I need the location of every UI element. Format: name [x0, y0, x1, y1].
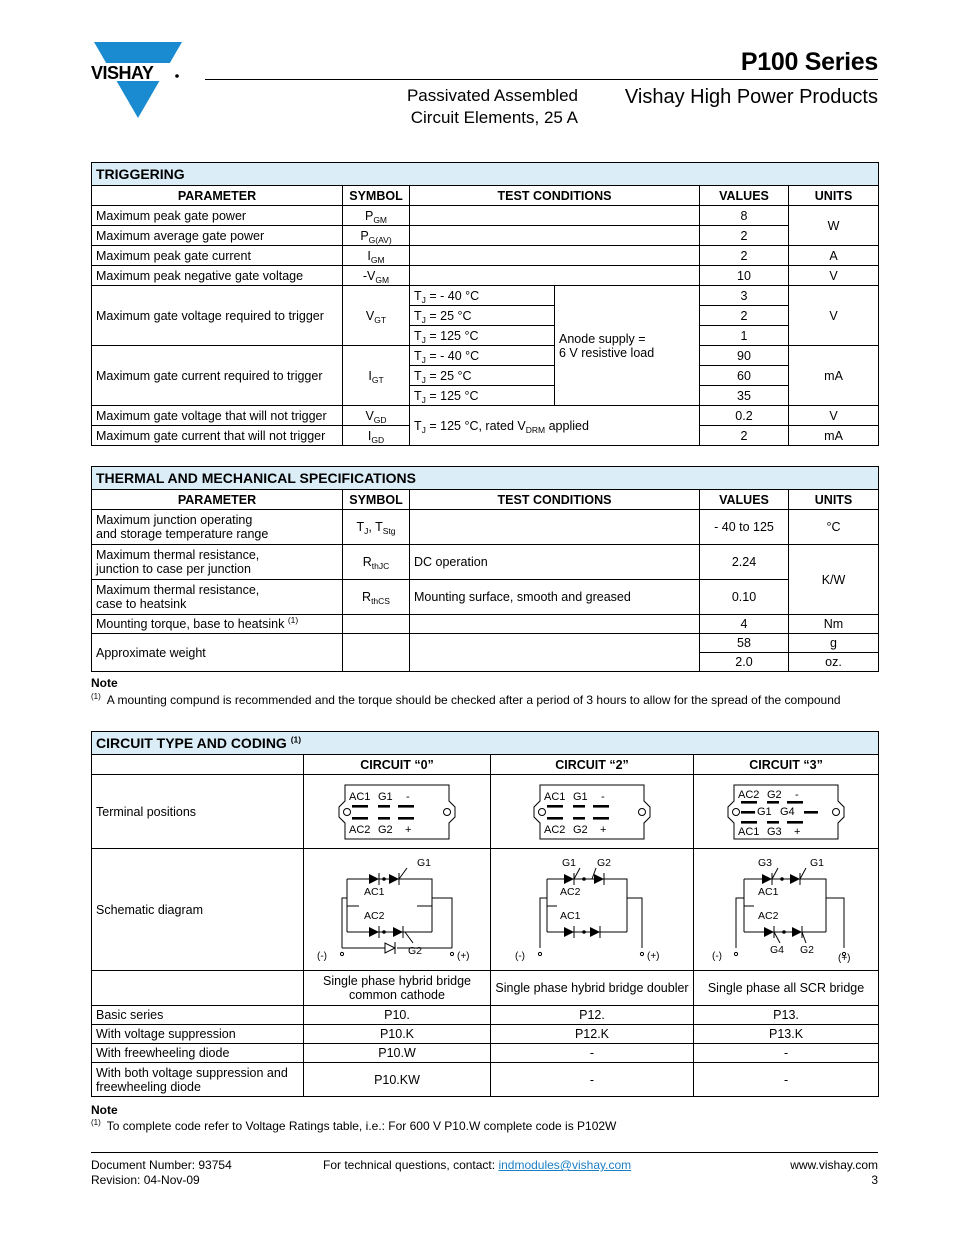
schematic-label: (-) [712, 950, 723, 962]
table-row: Maximum peak gate power $P_{GM}$ 8 W [92, 206, 879, 226]
schematic-label: AC2 [560, 885, 581, 898]
terminal-label: AC2 [349, 823, 371, 836]
terminal-label: + [600, 823, 607, 836]
schematic-label: AC1 [758, 885, 779, 898]
thermal-title: THERMAL AND MECHANICAL SPECIFICATIONS [92, 467, 879, 490]
terminal-label: AC1 [544, 790, 566, 803]
circuit-table [91, 731, 879, 1097]
terminal-label: G3 [767, 825, 782, 838]
schematic-label: (+) [838, 952, 851, 964]
terminal-label: G2 [378, 823, 393, 836]
table-row: $T_J = 25$ °C 60 [92, 366, 879, 386]
schematic-label: (+) [457, 950, 470, 962]
table-row: $T_J = 125$ °C 1 [92, 326, 879, 346]
product-subtitle: Passivated Assembled Circuit Elements, 25 A [406, 86, 578, 127]
table-row: $T_J = 25$ °C 2 [92, 306, 879, 326]
footer-site [790, 1158, 878, 1188]
terminal-diagram-3 [724, 783, 848, 841]
division-name: Vishay High Power Products [624, 86, 878, 108]
vishay-logo [88, 42, 184, 120]
table-row: With freewheeling diode P10.W - - [92, 1044, 879, 1063]
contact-email-link[interactable]: indmodules@vishay.com [498, 1158, 632, 1172]
table-row: Basic series P10. P12. P13. [92, 1006, 879, 1025]
terminal-label: G2 [767, 788, 782, 801]
table-row: Maximum average gate power $P_{G(AV)}$ 2 [92, 226, 879, 246]
anode-supply-condition: Anode supply = 6 V resistive load [555, 286, 700, 406]
schematic-label: G1 [417, 856, 432, 869]
terminal-diagram-0 [335, 783, 459, 841]
triggering-title: TRIGGERING [92, 163, 879, 186]
page-number: 3 [871, 1173, 878, 1187]
terminal-label: G1 [378, 790, 393, 803]
terminal-label: - [601, 790, 605, 803]
terminal-label: AC1 [349, 790, 371, 803]
circuit-note: $^{(1)}$ To complete code refer to Voltage Ratings table, i.e.: For 600 V P10.W complete code is P102W [91, 1118, 617, 1133]
table-row: With both voltage suppression and freewheeling diode P10.KW - - [92, 1063, 879, 1097]
table-row: 2.0 oz. [92, 653, 879, 672]
schematic-label: G2 [408, 944, 423, 957]
schematic-label: G4 [770, 943, 785, 956]
thermal-note-title: Note [91, 676, 118, 690]
table-row: Maximum junction operating and storage temperature range $T_J$, $T_{Stg}$ - 40 to 125 °C [92, 510, 879, 545]
header-rule [205, 79, 878, 80]
terminal-label: AC2 [544, 823, 566, 836]
terminal-label: + [405, 823, 412, 836]
table-row: Maximum gate current that will not trigger $I_{GD}$ 2 mA [92, 426, 879, 446]
terminal-label: AC1 [738, 825, 760, 838]
schematic-row: Schematic diagram G1 AC1 AC2 G2 (-) (+) G1 G2 AC2 AC1 (-) (+) G3 G1 AC1 AC2 G4 G2 (-) (+) [92, 849, 879, 971]
footer-rule [91, 1152, 878, 1153]
thermal-header-row: PARAMETER SYMBOL TEST CONDITIONS VALUES UNITS [92, 490, 879, 510]
schematic-label: G1 [562, 856, 577, 869]
terminal-positions-row: Terminal positions AC1 G1 - AC2 G2 + AC1 G1 - AC2 G2 + AC2 G2 - G1 G4 AC1 G3 + [92, 775, 879, 849]
triggering-header-row: PARAMETER SYMBOL TEST CONDITIONS VALUES UNITS [92, 186, 879, 206]
series-title: P100 Series [740, 48, 878, 76]
terminal-label: G4 [780, 805, 795, 818]
thermal-table [91, 466, 879, 672]
table-row: Maximum peak negative gate voltage $-V_{GM}$ 10 V [92, 266, 879, 286]
schematic-label: G1 [810, 856, 825, 869]
circuit-note-title: Note [91, 1103, 118, 1117]
schematic-label: AC1 [560, 909, 581, 922]
description-row: Single phase hybrid bridge common cathode Single phase hybrid bridge doubler Single phase all SCR bridge [92, 971, 879, 1006]
schematic-label: AC1 [364, 885, 385, 898]
terminal-label: G2 [573, 823, 588, 836]
circuit-title: CIRCUIT TYPE AND CODING $^{(1)}$ [92, 732, 879, 755]
schematic-diagram-2 [512, 856, 672, 964]
table-row: Maximum gate current required to trigger $I_{GT}$ $T_J$ = - 40 °C 90 mA [92, 346, 879, 366]
thermal-note: $^{(1)}$ A mounting compund is recommended and the torque should be checked after a period of 3 hours to allow for the spread of the compound [91, 692, 841, 707]
triggering-table [91, 162, 879, 446]
table-row: Mounting torque, base to heatsink $^{(1)}$ 4 Nm [92, 615, 879, 634]
table-row: Maximum peak gate current $I_{GM}$ 2 A [92, 246, 879, 266]
terminal-label: + [794, 825, 801, 838]
terminal-label: - [406, 790, 410, 803]
schematic-label: G2 [800, 943, 815, 956]
table-row: Maximum thermal resistance, case to heatsink $R_{thCS}$ Mounting surface, smooth and greased 0.10 [92, 580, 879, 615]
schematic-diagram-0 [317, 856, 477, 964]
svg-text:VISHAY: VISHAY [91, 63, 154, 83]
schematic-label: (-) [317, 950, 327, 962]
schematic-label: G2 [597, 856, 612, 869]
website-link[interactable]: www.vishay.com [790, 1158, 878, 1172]
terminal-label: AC2 [738, 788, 760, 801]
schematic-label: G3 [758, 856, 773, 869]
table-row: Maximum gate voltage required to trigger $V_{GT}$ $T_J$ = - 40 °C Anode supply = 6 V resistive load 3 V [92, 286, 879, 306]
table-row: With voltage suppression P10.K P12.K P13.K [92, 1025, 879, 1044]
footer-contact: For technical questions, contact: indmodules@vishay.com [323, 1158, 632, 1172]
schematic-label: AC2 [758, 909, 779, 922]
terminal-label: G1 [573, 790, 588, 803]
table-row: $T_J = 125$ °C 35 [92, 386, 879, 406]
schematic-label: (-) [515, 950, 525, 962]
circuit-header-row: CIRCUIT “0” CIRCUIT “2” CIRCUIT “3” [92, 755, 879, 775]
terminal-diagram-2 [530, 783, 654, 841]
table-row: Approximate weight 58 g [92, 634, 879, 653]
schematic-label: (+) [647, 950, 660, 962]
terminal-label: G1 [757, 805, 772, 818]
table-row: Maximum thermal resistance, junction to case per junction $R_{thJC}$ DC operation 2.24 K/W [92, 545, 879, 580]
schematic-label: AC2 [364, 909, 385, 922]
terminal-label: - [795, 788, 799, 801]
table-row: Maximum gate voltage that will not trigger $V_{GD}$ $T_J = 125$ °C, rated $V_{DRM}$ applied 0.2 V [92, 406, 879, 426]
schematic-diagram-3 [706, 856, 866, 964]
footer-doc-info: Document Number: 93754 Revision: 04-Nov-09 [91, 1158, 232, 1187]
